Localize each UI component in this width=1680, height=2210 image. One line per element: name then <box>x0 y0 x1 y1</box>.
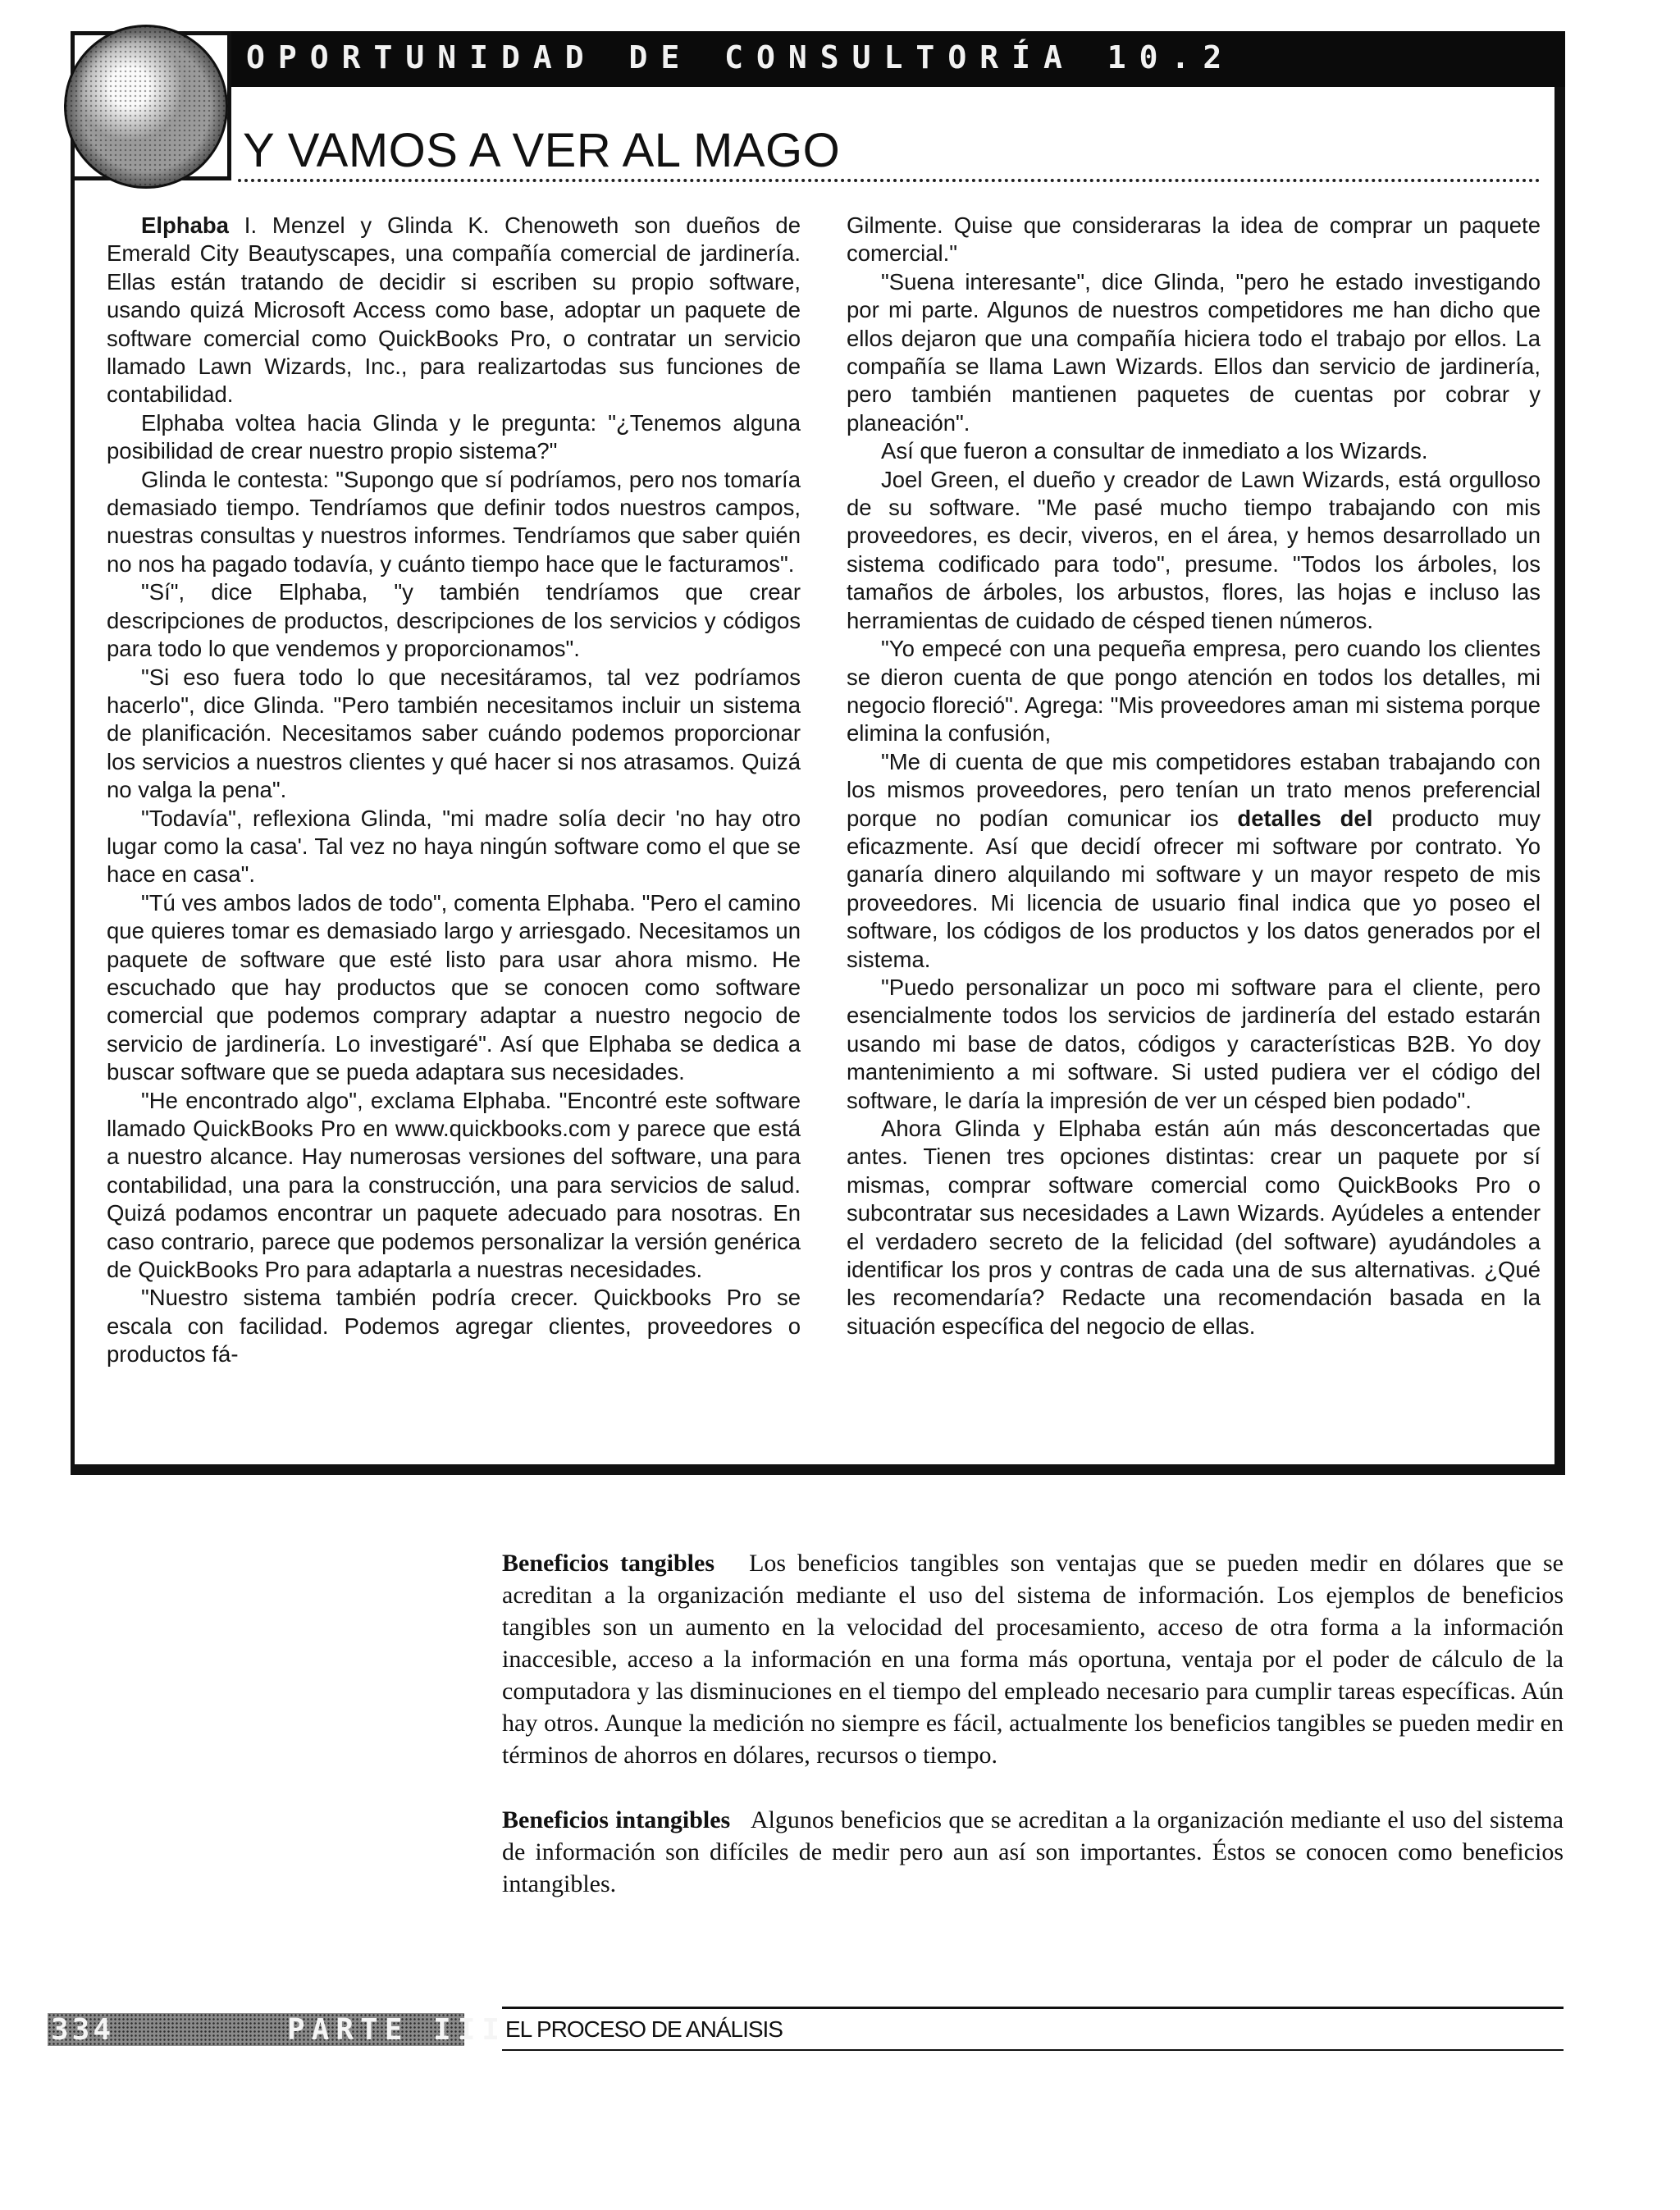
tangible-benefits-paragraph <box>502 1547 1564 1771</box>
paragraph: Gilmente. Quise que consideraras la idea de comprar un paquete comercial." <box>847 212 1541 267</box>
paragraph-text: I. Menzel y Glinda K. Chenoweth son dueños de Emerald City Beautyscapes, una compañía comercial de jardinería. Ellas están tratando de decidir si escriben su propio software, usando quizá Microsoft Access como base, adoptar un paquete de software comercial como QuickBooks Pro, o contratar un servicio llamado Lawn Wizards, Inc., para realizartodas sus funciones de contabilidad. <box>107 212 801 408</box>
body-text <box>502 1547 1564 1933</box>
paragraph-text: producto muy eficazmente. Así que decidí ofrecer mi software por contrato. Yo ganaría dinero alquilando mi software y un mayor respeto de mis proveedores. Mi licencia de usuario final indica que yo poseo el software, los códigos de los productos y los datos generados por el sistema. <box>847 805 1541 972</box>
paragraph-text: "Me di cuenta de que mis competidores estaban trabajando con los mismos proveedores, pero tenían un trato menos preferencial porque no podían comunicar ios <box>847 748 1541 831</box>
title-dotted-rule <box>238 179 1541 182</box>
paragraph <box>847 748 1541 974</box>
footer-rule <box>502 2007 1564 2009</box>
paragraph: "Tú ves ambos lados de todo", comenta Elphaba. "Pero el camino que quieres tomar es demasiado largo y arriesgado. Necesitamos un paquete de software que esté listo para usar ahora mismo. He escuchado que hay productos que se conocen como software comercial que podemos comprary adaptar a nuestro negocio de servicio de jardinería. Lo investigaré". Así que Elphaba se dedica a buscar software que se pueda adaptara sus necesidades. <box>107 889 801 1085</box>
section-title: EL PROCESO DE ANÁLISIS <box>505 2016 783 2042</box>
page-number: 334 <box>51 2013 115 2047</box>
bold-phrase: detalles del <box>1237 805 1373 831</box>
paragraph: "Todavía", reflexiona Glinda, "mi madre solía decir 'no hay otro lugar como la casa'. Tal vez no haya ningún software como el que se hace en casa". <box>107 805 801 888</box>
intangible-benefits-paragraph <box>502 1804 1564 1900</box>
tangible-text: Los beneficios tangibles son ventajas que se pueden medir en dólares que se acreditan a la organización mediante el uso del sistema de información. Los ejemplos de beneficios tangibles son un aumento en la velocidad del procesamiento, acceso de otra forma a la información inaccesible, acceso a la información en una forma más oportuna, ventaja por el poder de cálculo de la computadora y las disminuciones en el tiempo del empleado necesario para cumplir tareas específicas. Aún hay otros. Aunque la medición no siempre es fácil, actualmente los beneficios tangibles se pueden medir en términos de ahorros en dólares, recursos o tiempo. <box>502 1550 1564 1769</box>
sphere-halftone <box>64 25 228 189</box>
paragraph: "Yo empecé con una pequeña empresa, pero cuando los clientes se dieron cuenta de que pongo atención en todos los detalles, mi negocio floreció". Agrega: "Mis proveedores aman mi sistema porque elimina la confusión, <box>847 636 1541 747</box>
paragraph: Glinda le contesta: "Supongo que sí podríamos, pero nos tomaría demasiado tiempo. Tendríamos que definir todos nuestros campos, nuestras consultas y nuestros informes. Tendríamos que saber quién no nos ha pagado todavía, y cuánto tiempo hace que le facturamos". <box>107 466 801 577</box>
paragraph: Joel Green, el dueño y creador de Lawn Wizards, está orgulloso de su software. "Me pasé mucho tiempo trabajando con mis proveedores, es decir, viveros, en el área, y hemos desarrollado un sistema codificado para todo", presume. "Todos los árboles, los tamaños de árboles, los arbustos, flores, las hojas e incluso las herramientas de cuidado de césped tienen números. <box>847 466 1541 633</box>
paragraph: "Si eso fuera todo lo que necesitáramos, tal vez podríamos hacerlo", dice Glinda. "Pero también necesitamos incluir un sistema de planificación. Necesitamos saber cuándo podemos proporcionar los servicios a nuestros clientes y qué hacer si nos atrasamos. Quizá no valga la pena". <box>107 664 801 803</box>
paragraph: "He encontrado algo", exclama Elphaba. "Encontré este software llamado QuickBooks Pro en www.quickbooks.com y parece que está a nuestro alcance. Hay numerosas versiones del software, una para contabilidad, una para la construcción, una para servicios de salud. Quizá podamos encontrar un paquete adecuado para nosotras. En caso contrario, parece que podemos personalizar la versión genérica de QuickBooks Pro para adaptarla a nuestras necesidades. <box>107 1087 801 1283</box>
right-column <box>847 212 1541 1340</box>
paragraph: Así que fueron a consultar de inmediato a los Wizards. <box>881 438 1428 464</box>
paragraph: "Nuestro sistema también podría crecer. Quickbooks Pro se escala con facilidad. Podemos agregar clientes, proveedores o productos fá- <box>107 1285 801 1368</box>
paragraph: Elphaba voltea hacia Glinda y le pregunta: "¿Tenemos alguna posibilidad de crear nuestro propio sistema?" <box>107 409 801 464</box>
box-title: Y VAMOS A VER AL MAGO <box>243 124 841 177</box>
intangible-text: Algunos beneficios que se acreditan a la organización mediante el uso del sistema de información son difíciles de medir pero aun así son importantes. Éstos se conocen como beneficios intangibles. <box>502 1806 1564 1897</box>
banner-text: OPORTUNIDAD DE CONSULTORÍA 10.2 <box>246 39 1235 75</box>
paragraph <box>107 212 801 409</box>
paragraph: Ahora Glinda y Elphaba están aún más desconcertadas que antes. Tienen tres opciones distintas: crear un paquete por sí mismas, comprar software comercial como QuickBooks Pro o subcontratar sus necesidades a Lawn Wizards. Ayúdeles a entender el verdadero secreto de la felicidad (del software) ayudándoles a identificar los pros y contras de cada una de sus alternativas. ¿Qué les recomendaría? Redacte una recomendación basada en la situación específica del negocio de ellas. <box>847 1116 1541 1339</box>
part-label: PARTE III <box>287 2013 507 2047</box>
footer-rule-bottom <box>502 2049 1564 2051</box>
lead-name: Elphaba <box>141 212 229 238</box>
paragraph: "Puedo personalizar un poco mi software para el cliente, pero esencialmente todos los servicios de jardinería del estado estarán usando mi base de datos, códigos y características B2B. Yo doy mantenimiento a mi software. Si usted pudiera ver el código del software, le daría la impresión de ver un césped bien podado". <box>847 974 1541 1113</box>
left-column <box>107 212 801 1369</box>
paragraph: "Sí", dice Elphaba, "y también tendríamos que crear descripciones de productos, descripciones de los servicios y códigos para todo lo que vendemos y proporcionamos". <box>107 579 801 662</box>
tangible-heading: Beneficios tangibles <box>502 1550 715 1577</box>
intangible-heading: Beneficios intangibles <box>502 1806 731 1833</box>
consulting-banner <box>231 31 1565 87</box>
paragraph: "Suena interesante", dice Glinda, "pero he estado investigando por mi parte. Algunos de nuestros competidores me han dicho que ellos dejaron que una compañía hiciera todo el trabajo por ellos. La compañía se llama Lawn Wizards. Ellos dan servicio de jardinería, pero también mantienen paquetes de cuentas por cobrar y planeación". <box>847 268 1541 436</box>
